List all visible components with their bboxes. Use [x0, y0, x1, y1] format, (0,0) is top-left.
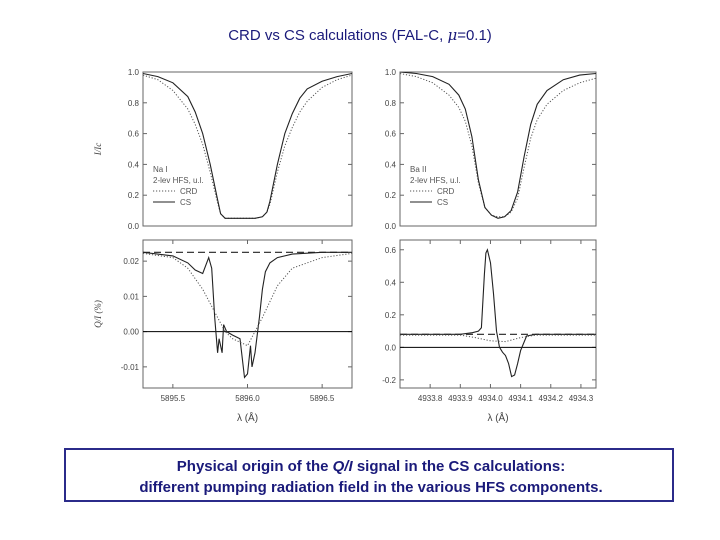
y-tick-label: 0.4	[127, 160, 139, 170]
legend-entry-label: CRD	[180, 187, 198, 196]
plot-frame	[143, 72, 352, 226]
legend-entry-label: CS	[437, 198, 449, 207]
x-tick-label: 4933.9	[448, 394, 473, 403]
plot-frame	[400, 240, 596, 388]
legend-heading: Na I	[153, 165, 168, 174]
title-mu: μ	[447, 26, 458, 44]
caption-text-1b: signal in the CS calculations:	[352, 458, 566, 475]
y-axis-label: I/Ic	[93, 142, 103, 156]
y-tick-label: 0.0	[384, 343, 396, 353]
y-tick-label: 0.4	[384, 160, 396, 170]
caption-line-2: different pumping radiation field in the various HFS components.	[139, 479, 603, 496]
y-tick-label: -0.01	[120, 362, 139, 372]
y-tick-label: 1.0	[384, 68, 396, 77]
x-tick-label: 5895.5	[160, 394, 186, 403]
x-tick-label: 5896.0	[235, 394, 260, 403]
series-line-cs	[400, 72, 596, 218]
y-tick-label: 0.6	[127, 129, 139, 139]
series-line-cs	[400, 250, 596, 377]
plot-frame	[400, 72, 596, 226]
caption-text-1a: Physical origin of the	[176, 458, 333, 475]
chart-na-intensity	[93, 68, 352, 231]
title-suffix: =0.1)	[457, 27, 492, 44]
x-tick-label: 5896.5	[309, 394, 335, 403]
y-tick-label: -0.2	[382, 375, 396, 385]
y-tick-label: 0.4	[384, 278, 396, 288]
y-tick-label: 0.8	[384, 98, 396, 108]
chart-na-qi	[93, 240, 352, 424]
y-tick-label: 0.6	[384, 245, 396, 255]
x-tick-label: 4933.8	[417, 394, 443, 403]
legend-heading: Ba II	[410, 165, 427, 174]
legend-heading: 2-lev HFS, u.l.	[153, 176, 204, 185]
x-tick-label: 4934.0	[478, 394, 503, 403]
series-line-cs	[143, 74, 352, 219]
series-line-crd	[400, 74, 596, 217]
chart-ba-qi	[382, 240, 596, 424]
plot-frame	[143, 240, 352, 388]
caption-box	[64, 448, 674, 502]
legend-entry-label: CRD	[437, 187, 455, 196]
y-tick-label: 0.0	[384, 222, 396, 231]
y-tick-label: 1.0	[127, 68, 139, 77]
x-tick-label: 4934.1	[508, 394, 533, 403]
y-tick-label: 0.02	[123, 257, 139, 267]
chart-ba-intensity	[385, 68, 596, 231]
x-tick-label: 4934.3	[568, 394, 594, 403]
y-tick-label: 0.00	[123, 327, 139, 337]
legend-heading: 2-lev HFS, u.l.	[410, 176, 461, 185]
y-tick-label: 0.8	[127, 98, 139, 108]
x-axis-label: λ (Å)	[487, 413, 509, 424]
y-tick-label: 0.2	[384, 310, 396, 320]
series-line-crd	[143, 75, 352, 218]
x-tick-label: 4934.2	[538, 394, 564, 403]
title-prefix: CRD vs CS calculations (FAL-C,	[228, 27, 448, 44]
series-line-cs	[143, 252, 352, 377]
caption-line-1	[66, 458, 676, 475]
y-tick-label: 0.0	[127, 222, 139, 231]
y-tick-label: 0.6	[384, 129, 396, 139]
y-tick-label: 0.01	[123, 292, 139, 302]
y-tick-label: 0.2	[127, 191, 139, 201]
caption-qi: Q/I	[332, 458, 353, 475]
y-axis-label: Q/I (%)	[93, 300, 103, 328]
legend-entry-label: CS	[180, 198, 192, 207]
y-tick-label: 0.2	[384, 191, 396, 201]
x-axis-label: λ (Å)	[236, 413, 259, 424]
